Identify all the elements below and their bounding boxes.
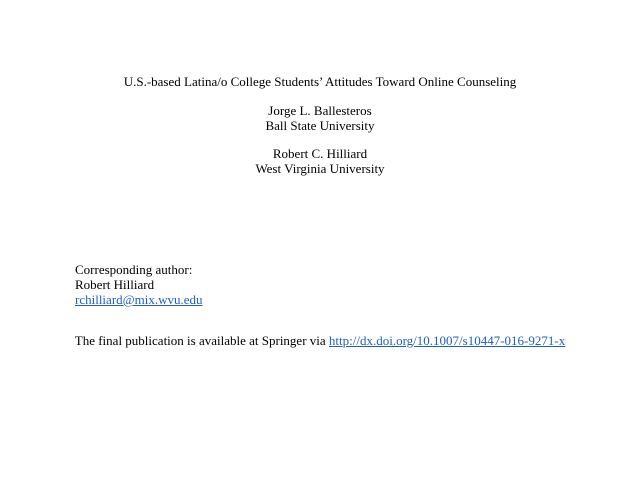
publication-note <box>0 333 640 348</box>
paper-title: U.S.-based Latina/o College Students’ Attitudes Toward Online Counseling <box>123 74 517 89</box>
corresponding-name: Robert Hilliard <box>75 277 155 292</box>
author-affiliation: Ball State University <box>265 118 375 133</box>
author-name: Robert C. Hilliard <box>272 146 368 161</box>
author-name: Jorge L. Ballesteros <box>268 103 372 118</box>
corresponding-heading: Corresponding author: <box>75 262 193 277</box>
author-affiliation: West Virginia University <box>255 161 385 176</box>
author-block-1 <box>0 103 640 133</box>
author-block-2 <box>0 146 640 176</box>
publication-text: The final publication is available at Springer via <box>74 333 329 348</box>
corresponding-author-block <box>75 262 203 307</box>
corresponding-email-link[interactable]: rchilliard@mix.wvu.edu <box>75 292 203 307</box>
doi-link[interactable]: http://dx.doi.org/10.1007/s10447-016-9271-x <box>328 333 566 348</box>
